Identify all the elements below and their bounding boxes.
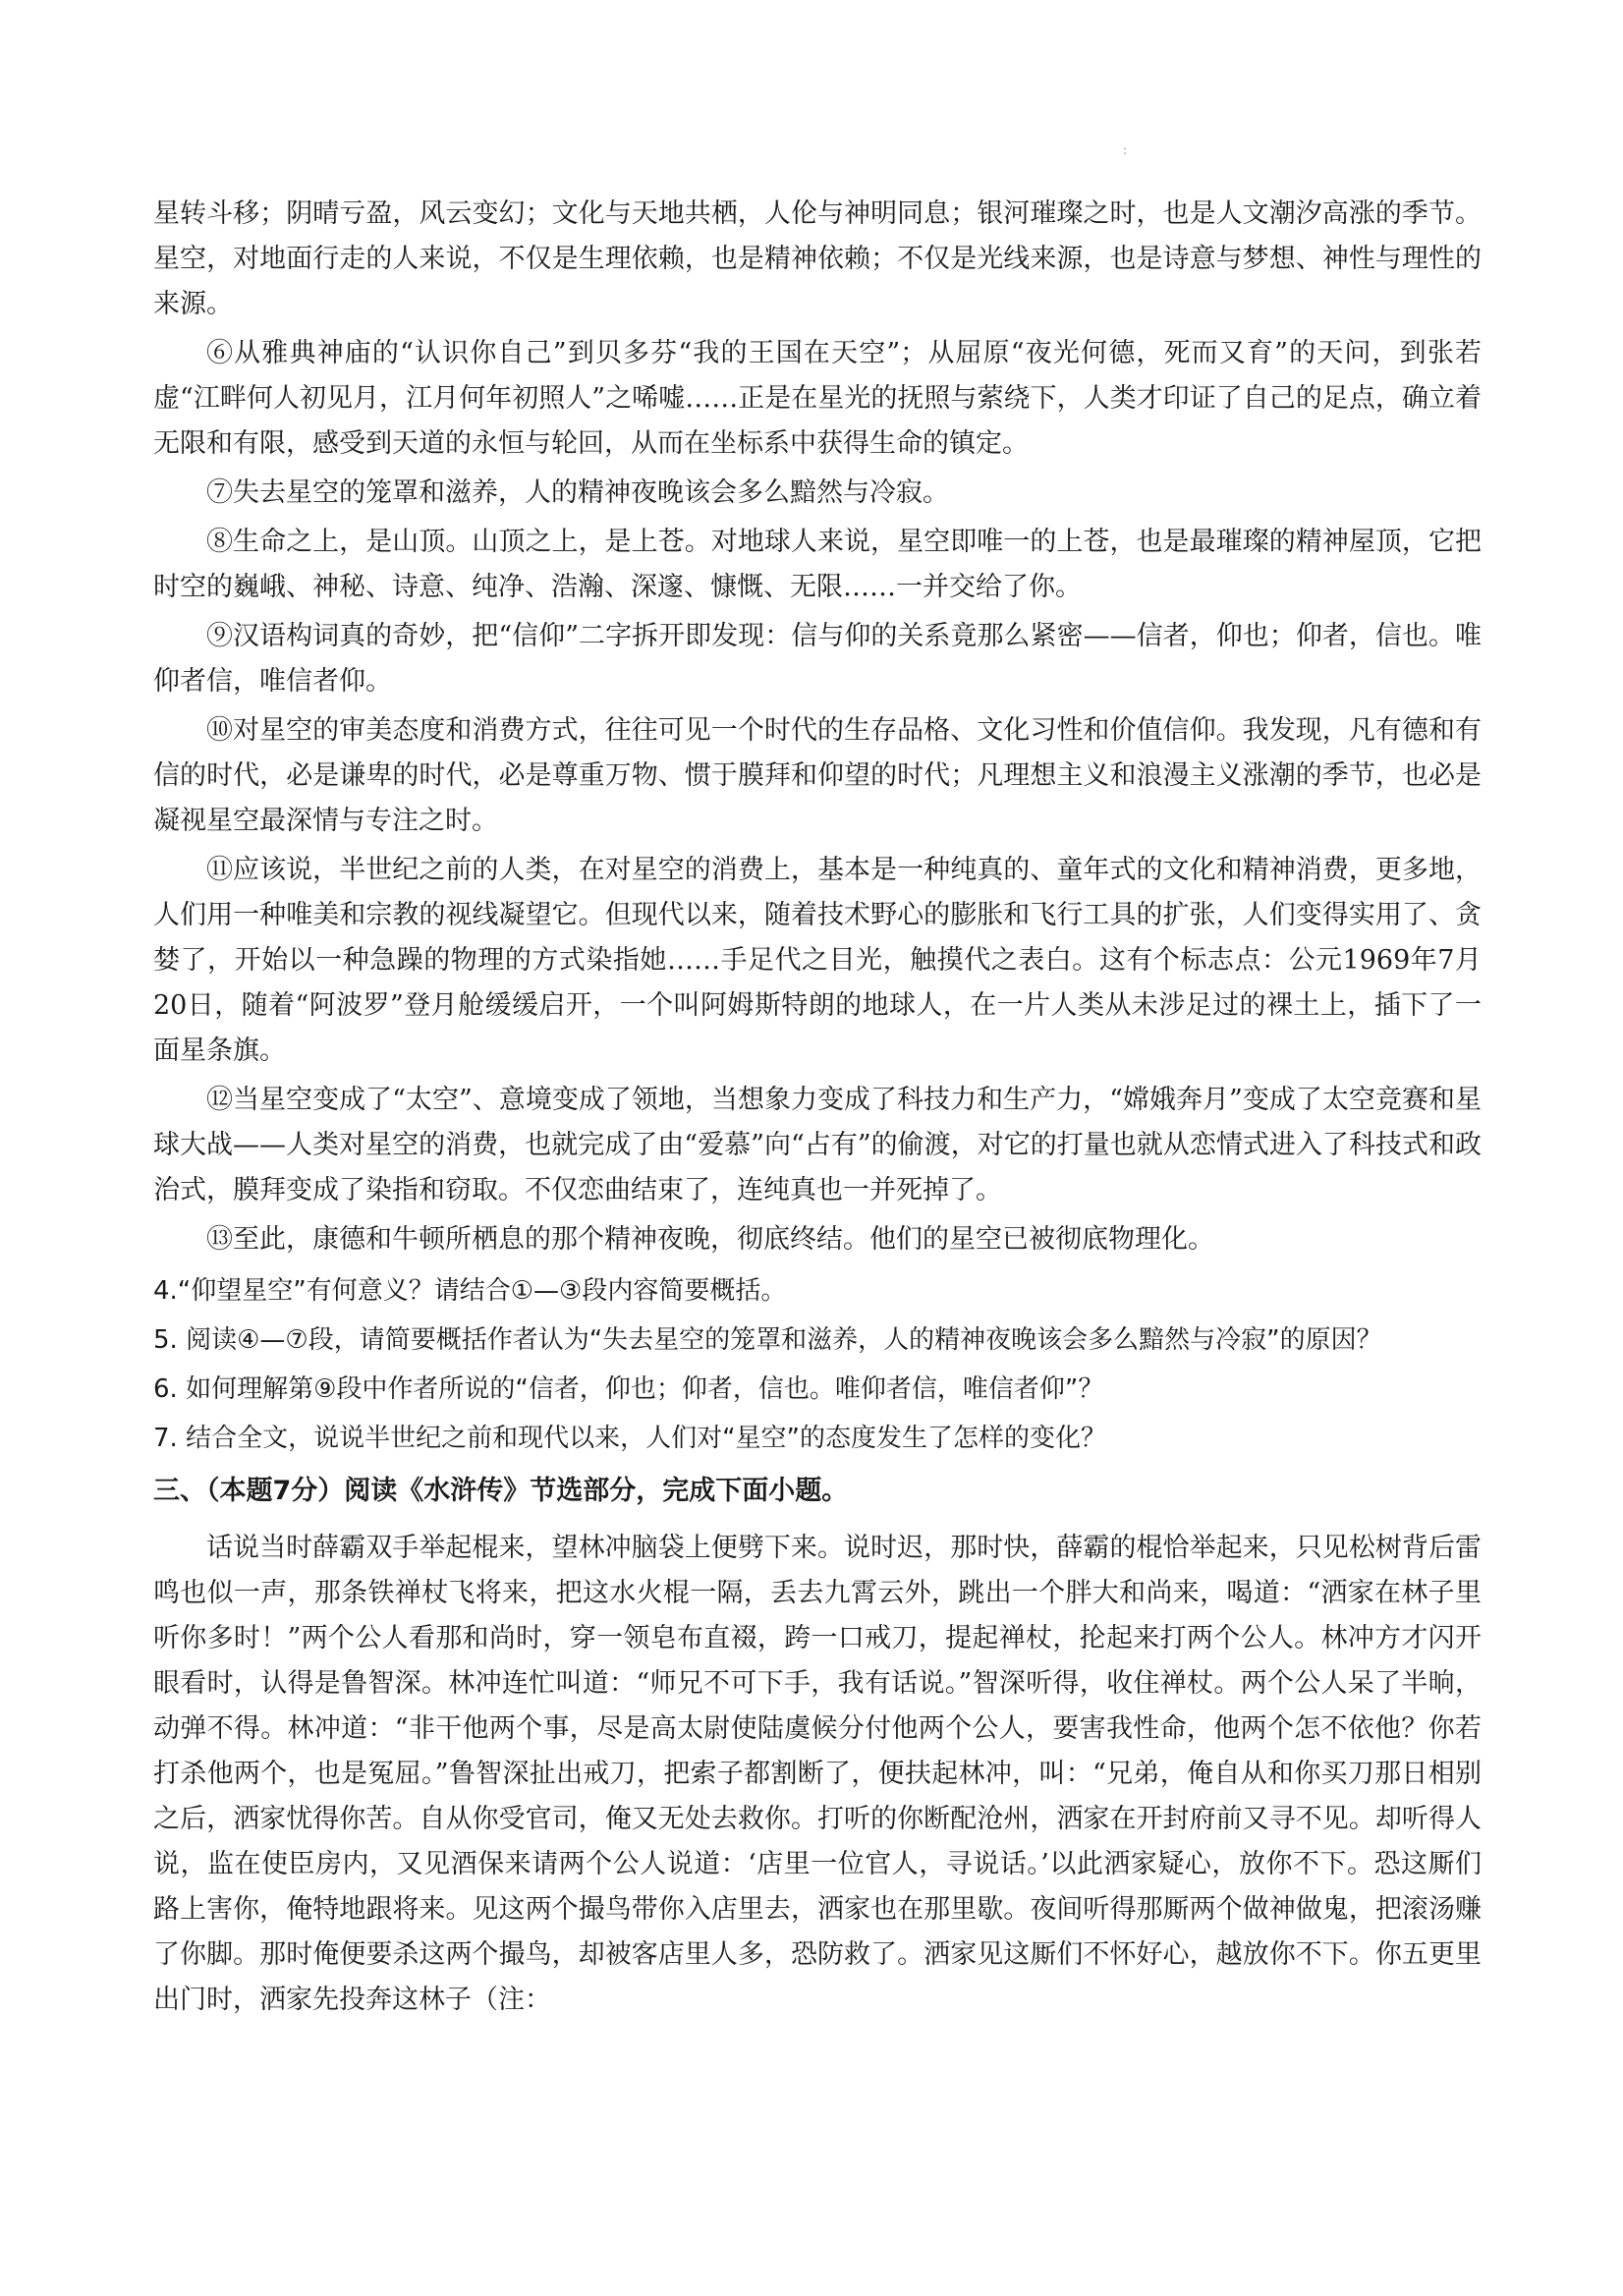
passage-paragraph-12: ⑫当星空变成了“太空”、意境变成了领地，当想象力变成了科技力和生产力，“嫦娥奔月”变成了太空竞赛和星球大战——人类对星空的消费，也就完成了由“爱慕”向“占有”的偷渡，对它的打量也就从恋情式进入了科技式和政治式，膜拜变成了染指和窃取。不仅恋曲结束了，连纯真也一并死掉了。 — [153, 1085, 1482, 1205]
passage-paragraph-7: ⑦失去星空的笼罩和滋养，人的精神夜晚该会多么黯然与冷寂。 — [206, 477, 949, 508]
passage-paragraph-8: ⑧生命之上，是山顶。山顶之上，是上苍。对地球人来说，星空即唯一的上苍，也是最璀璨的精神屋顶，它把时空的巍峨、神秘、诗意、纯净、浩瀚、深邃、慷慨、无限……一并交给了你。 — [153, 527, 1482, 602]
passage-paragraph-9: ⑨汉语构词真的奇妙，把“信仰”二字拆开即发现：信与仰的关系竟那么紧密——信者，仰也；仰者，信也。唯仰者信，唯信者仰。 — [153, 621, 1482, 697]
question-4: 4.“仰望星空”有何意义？请结合①—③段内容简要概括。 — [153, 1276, 787, 1306]
passage-paragraph-11: ⑪应该说，半世纪之前的人类，在对星空的消费上，基本是一种纯真的、童年式的文化和精神消费，更多地，人们用一种唯美和宗教的视线凝望它。但现代以来，随着技术野心的膨胀和飞行工具的扩张，人们变得实用了、贪婪了，开始以一种急躁的物理的方式染指她……手足代之目光，触摸代之表白。这有个标志点：公元1969年7月20日，随着“阿波罗”登月舱缓缓启开，一个叫阿姆斯特朗的地球人，在一片人类从未涉足过的裸土上，插下了一面星条旗。 — [153, 855, 1482, 1066]
question-7: 7. 结合全文，说说半世纪之前和现代以来，人们对“星空”的态度发生了怎样的变化？ — [153, 1424, 1107, 1453]
scan-mark: : — [1123, 143, 1128, 157]
passage-paragraph-10: ⑩对星空的审美态度和消费方式，往往可见一个时代的生存品格、文化习性和价值信仰。我发现，凡有德和有信的时代，必是谦卑的时代，必是尊重万物、惯于膜拜和仰望的时代；凡理想主义和浪漫主义涨潮的季节，也必是凝视星空最深情与专注之时。 — [153, 715, 1482, 836]
page-content — [153, 192, 1482, 2027]
passage-paragraph-13: ⑬至此，康德和牛顿所栖息的那个精神夜晚，彻底终结。他们的星空已被彻底物理化。 — [206, 1224, 1214, 1255]
question-5: 5. 阅读④—⑦段，请简要概括作者认为“失去星空的笼罩和滋养，人的精神夜晚该会多么黯然与冷寂”的原因？ — [153, 1325, 1382, 1355]
question-6: 6. 如何理解第⑨段中作者所说的“信者，仰也；仰者，信也。唯仰者信，唯信者仰”？ — [153, 1374, 1104, 1404]
passage-paragraph-6: ⑥从雅典神庙的“认识你自己”到贝多芬“我的王国在天空”；从屈原“夜光何德，死而又育”的天问，到张若虚“江畔何人初见月，江月何年初照人”之唏嘘……正是在星光的抚照与萦绕下，人类才印证了自己的足点，确立着无限和有限，感受到天道的永恒与轮回，从而在坐标系中获得生命的镇定。 — [153, 338, 1482, 459]
passage-paragraph-continued: 星转斗移；阴晴亏盈，风云变幻；文化与天地共栖，人伦与神明同息；银河璀璨之时，也是人文潮汐高涨的季节。星空，对地面行走的人来说，不仅是生理依赖，也是精神依赖；不仅是光线来源，也是诗意与梦想、神性与理性的来源。 — [153, 198, 1482, 319]
section-3-title: 三、（本题7分）阅读《水浒传》节选部分，完成下面小题。 — [153, 1476, 849, 1506]
section-3-passage: 话说当时薛霸双手举起棍来，望林冲脑袋上便劈下来。说时迟，那时快，薛霸的棍恰举起来，只见松树背后雷鸣也似一声，那条铁禅杖飞将来，把这水火棍一隔，丢去九霄云外，跳出一个胖大和尚来，喝道：“洒家在林子里听你多时！”两个公人看那和尚时，穿一领皂布直裰，跨一口戒刀，提起禅杖，抡起来打两个公人。林冲方才闪开眼看时，认得是鲁智深。林冲连忙叫道：“师兄不可下手，我有话说。”智深听得，收住禅杖。两个公人呆了半晌，动弹不得。林冲道：“非干他两个事，尽是高太尉使陆虞候分付他两个公人，要害我性命，他两个怎不依他？你若打杀他两个，也是冤屈。”鲁智深扯出戒刀，把索子都割断了，便扶起林冲，叫：“兄弟，俺自从和你买刀那日相别之后，洒家忧得你苦。自从你受官司，俺又无处去救你。打听的你断配沧州，洒家在开封府前又寻不见。却听得人说，监在使臣房内，又见酒保来请两个公人说道：‘店里一位官人，寻说话。’以此洒家疑心，放你不下。恐这厮们路上害你，俺特地跟将来。见这两个撮鸟带你入店里去，洒家也在那里歇。夜间听得那厮两个做神做鬼，把滚汤赚了你脚。那时俺便要杀这两个撮鸟，却被客店里人多，恐防救了。洒家见这厮们不怀好心，越放你不下。你五更里出门时，洒家先投奔这林子（注： — [153, 1533, 1482, 2015]
